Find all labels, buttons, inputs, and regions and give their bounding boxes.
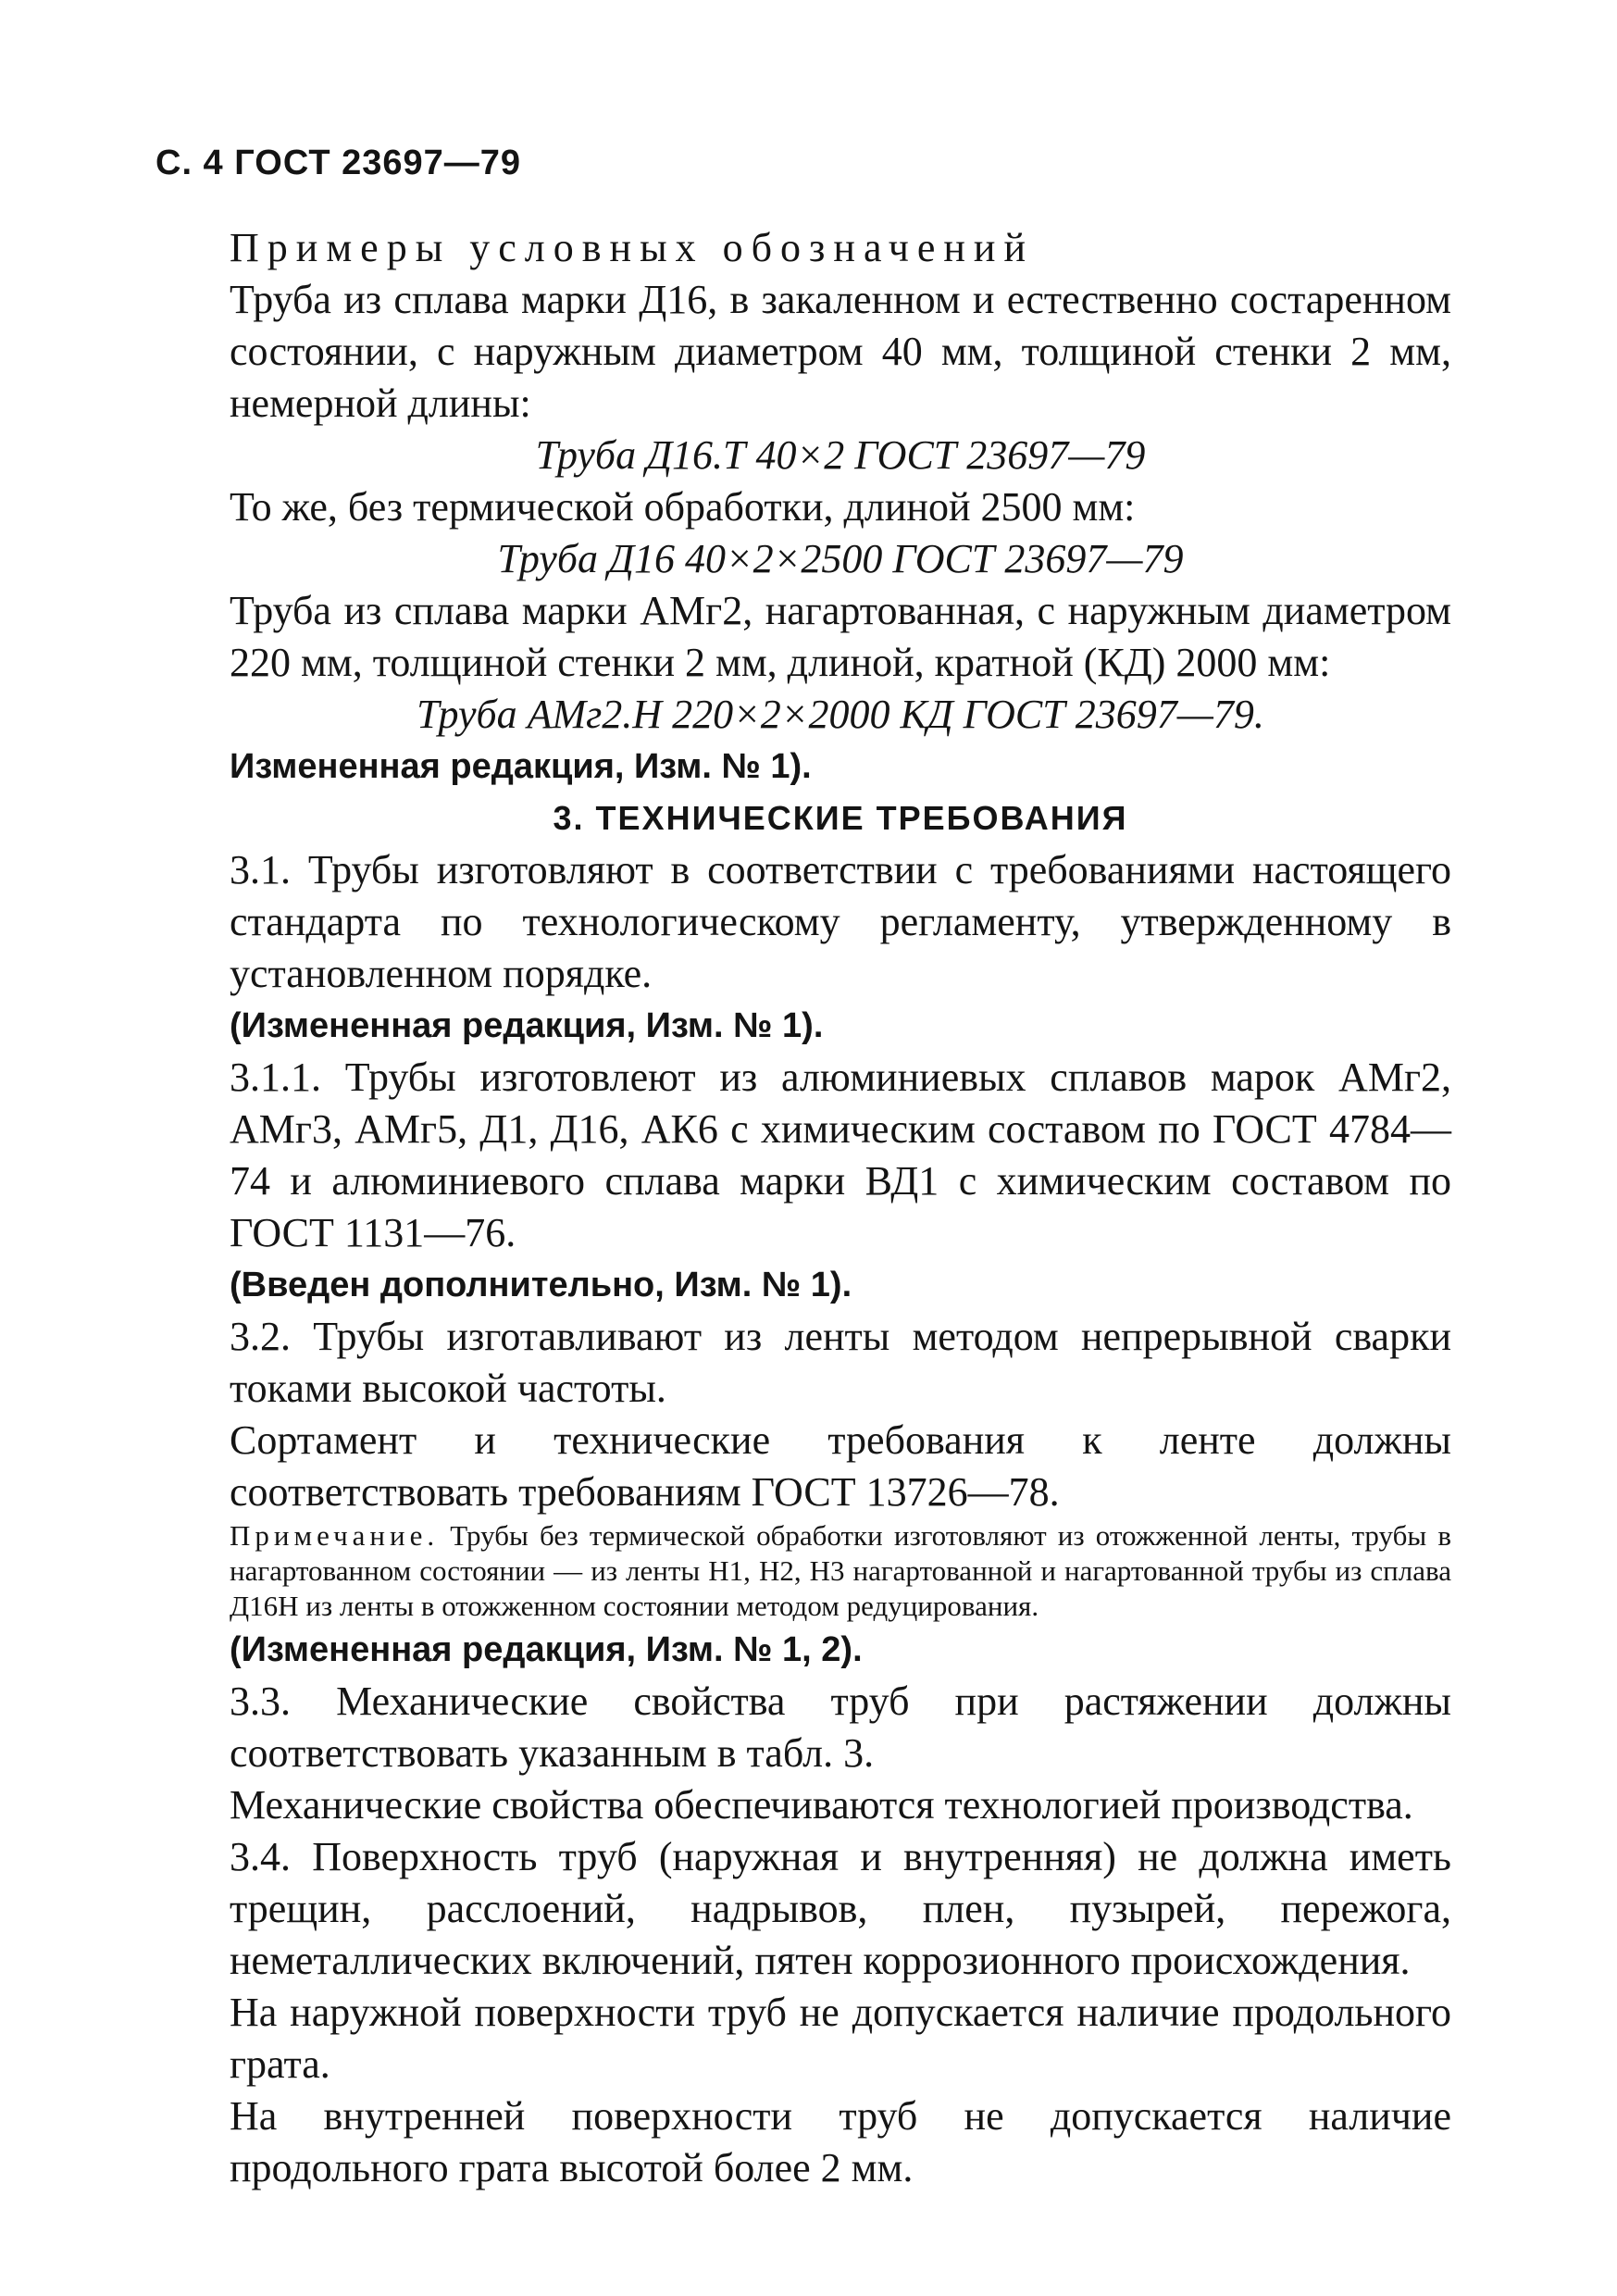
page-header: С. 4 ГОСТ 23697—79 bbox=[155, 144, 522, 182]
document-body bbox=[230, 222, 1451, 2194]
example-1-designation: Труба Д16.Т 40×2 ГОСТ 23697—79 bbox=[535, 432, 1146, 478]
clause-3-2-amendment: (Измененная редакция, Изм. № 1, 2). bbox=[230, 1630, 863, 1669]
example-3-designation: Труба АМг2.Н 220×2×2000 КД ГОСТ 23697—79. bbox=[417, 692, 1264, 737]
clause-3-1-1-amendment: (Введен дополнительно, Изм. № 1). bbox=[230, 1266, 852, 1304]
clause-3-3: 3.3. Механические свойства труб при растяжении должны соответствовать указанным в табл. 3. bbox=[230, 1678, 1451, 1776]
clause-3-1: 3.1. Трубы изготовляют в соответствии с требованиями настоящего стандарта по технологическому регламенту, утвержденному в установленном порядке. bbox=[230, 847, 1451, 996]
example-1-text: Труба из сплава марки Д16, в закаленном и естественно состаренном состоянии, с наружным диаметром 40 мм, толщиной стенки 2 мм, немерной длины: bbox=[230, 277, 1451, 426]
clause-3-1-amendment: (Измененная редакция, Изм. № 1). bbox=[230, 1006, 824, 1045]
example-3-text: Труба из сплава марки АМг2, нагартованная, с наружным диаметром 220 мм, толщиной стенки 2 мм, длиной, кратной (КД) 2000 мм: bbox=[230, 588, 1451, 685]
clause-3-4-inner-seam: На внутренней поверхности труб не допускается наличие продольного грата высотой более 2 мм. bbox=[230, 2093, 1451, 2190]
examples-heading: Примеры условных обозначений bbox=[230, 225, 1035, 270]
examples-amendment: Измененная редакция, Изм. № 1). bbox=[230, 747, 812, 786]
clause-3-2-assortment: Сортамент и технические требования к ленте должны соответствовать требованиям ГОСТ 13726—78. bbox=[230, 1417, 1451, 1515]
example-2-text: То же, без термической обработки, длиной 2500 мм: bbox=[230, 484, 1136, 530]
note-block bbox=[230, 1518, 1451, 1624]
note-label: Примечание. bbox=[230, 1519, 440, 1552]
section-3-title: 3. ТЕХНИЧЕСКИЕ ТРЕБОВАНИЯ bbox=[553, 799, 1128, 837]
clause-3-2: 3.2. Трубы изготавливают из ленты методом непрерывной сварки токами высокой частоты. bbox=[230, 1314, 1451, 1411]
note-text: Трубы без термической обработки изготовляют из отожженной ленты, трубы в нагартованном состоянии — из ленты Н1, Н2, Н3 нагартованной и нагартованной трубы из сплава Д16Н из ленты в отожженном состоянии методом редуцирования. bbox=[230, 1519, 1452, 1622]
clause-3-4-outer-seam: На наружной поверхности труб не допускается наличие продольного грата. bbox=[230, 1990, 1451, 2087]
clause-3-3-provision: Механические свойства обеспечиваются технологией производства. bbox=[230, 1782, 1413, 1828]
example-2-designation: Труба Д16 40×2×2500 ГОСТ 23697—79 bbox=[497, 536, 1184, 581]
clause-3-4: 3.4. Поверхность труб (наружная и внутренняя) не должна иметь трещин, расслоений, надрывов, плен, пузырей, пережога, неметаллических включений, пятен коррозионного происхождения. bbox=[230, 1834, 1451, 1983]
clause-3-1-1: 3.1.1. Трубы изготовлеют из алюминиевых сплавов марок АМг2, АМг3, АМг5, Д1, Д16, АК6 с химическим составом по ГОСТ 4784—74 и алюминиевого сплава марки ВД1 с химическим составом по ГОСТ 1131—76. bbox=[230, 1054, 1451, 1255]
